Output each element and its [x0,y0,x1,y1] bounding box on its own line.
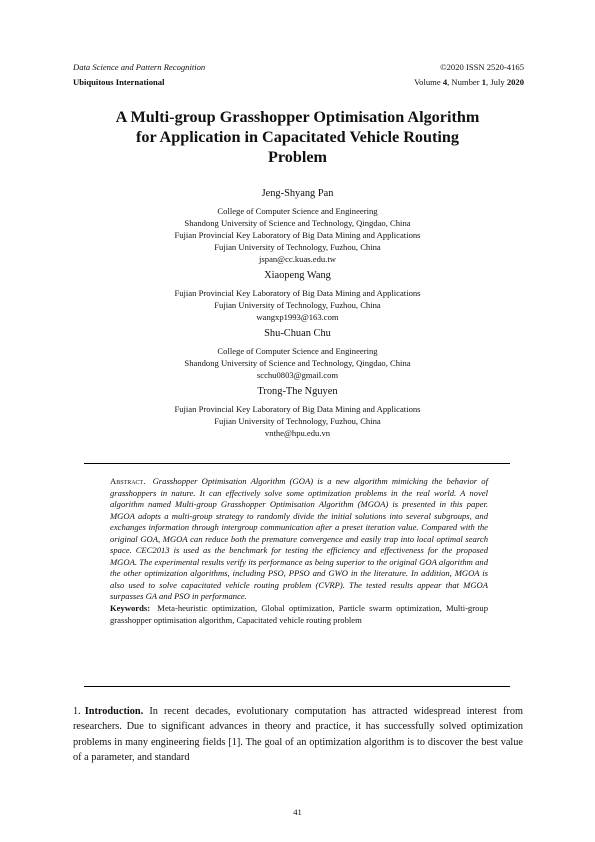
author-email: wangxp1993@163.com [256,312,339,322]
keywords-label: Keywords: [110,603,151,614]
author-block [40,326,555,381]
section-number: 1. [73,706,81,717]
affiliation-line: Fujian University of Technology, Fuzhou, China [214,300,381,310]
author-list [40,186,555,439]
affiliation-line: Fujian Provincial Key Laboratory of Big Data Mining and Applications [174,230,421,240]
running-header-right [414,60,524,90]
introduction-text: In recent decades, evolutionary computation has attracted widespread interest from researchers. Due to significant advances in theory and practice, it has successfully solved optimization problems in many engineering fields [1]. The goal of an optimization algorithm is to discover the best value of a parameter, and standard [73,706,524,764]
affiliation-line: Fujian University of Technology, Fuzhou, China [214,242,381,252]
issue-month: July [490,77,505,87]
abstract-label: Abstract. [110,476,146,486]
author-block [40,186,555,265]
introduction-section [73,704,523,766]
author-name: Jeng-Shyang Pan [261,188,334,199]
author-email: jspan@cc.kuas.edu.tw [259,254,336,264]
issue-number: 1 [481,77,487,87]
abstract-paragraph [110,476,488,603]
journal-name: Data Science and Pattern Recognition [73,62,206,72]
affiliation-line: College of Computer Science and Engineering [217,346,378,356]
issue-year: 2020 [506,77,524,87]
author-name: Xiaopeng Wang [264,270,331,281]
author-block [40,384,555,439]
keywords-text: Meta-heuristic optimization, Global optimization, Particle swarm optimization, Multi-group grasshopper optimisation algorithm, Capacitated vehicle routing problem [110,603,488,625]
affiliation-line: Shandong University of Science and Technology, Qingdao, China [184,358,411,368]
issn: ©2020 ISSN 2520-4165 [440,62,524,72]
publisher-name: Ubiquitous International [73,77,165,87]
title-line: A Multi-group Grasshopper Optimisation Algorithm [115,108,480,126]
author-email: scchu0803@gmail.com [256,370,339,380]
abstract [110,476,488,626]
volume-number: 4 [442,77,448,87]
volume-info: Volume 4, Number 1, July 2020 [414,77,524,87]
affiliation-line: Fujian University of Technology, Fuzhou, China [214,416,381,426]
title-line: for Application in Capacitated Vehicle Routing [135,128,460,146]
volume-label: Volume [414,77,441,87]
abstract-text: Grasshopper Optimisation Algorithm (GOA) is a new algorithm mimicking the behavior of grasshoppers in nature. It can effectively solve some optimization problems in the real world. A novel algorithm named Multi-group Grasshopper Optimisation Algorithm (MGOA) is presented in this paper. MGOA adopts a multi-group strategy to randomly divide the initial solutions into several subgroups, and exchanges information through intergroup communication after a preset iteration value. Compared with the original GOA, MGOA can reduce both the premature convergence and easily trap into local optimal search space. CEC2013 is used as the benchmark for testing the efficiency and effectiveness for the proposed MGOA. The experimental results verify its performance as being superior to the original GOA algorithm and the other optimization algorithms, including PSO, PPSO and GWO in the literature. In addition, MGOA is also used to solve capacitated vehicle routing problem (CVRP). The tested results appear that MGOA surpasses GA and PSO in performance. [110,476,488,602]
affiliation-line: Fujian Provincial Key Laboratory of Big Data Mining and Applications [174,288,421,298]
affiliation-line: Shandong University of Science and Technology, Qingdao, China [184,218,411,228]
abstract-top-rule [84,463,510,464]
affiliation-line: Fujian Provincial Key Laboratory of Big Data Mining and Applications [174,404,421,414]
section-heading: Introduction. [84,706,144,717]
author-email: vnthe@hpu.edu.vn [264,428,331,438]
keywords [110,603,488,626]
number-label: Number [451,77,480,87]
paper-title [60,107,535,167]
title-line: Problem [267,148,328,166]
page-number: 41 [293,807,302,817]
author-name: Shu-Chuan Chu [264,328,331,339]
author-block [40,268,555,323]
abstract-bottom-rule [84,686,510,687]
running-header-left [73,60,205,90]
affiliation-line: College of Computer Science and Engineering [217,206,378,216]
author-name: Trong-The Nguyen [257,386,338,397]
